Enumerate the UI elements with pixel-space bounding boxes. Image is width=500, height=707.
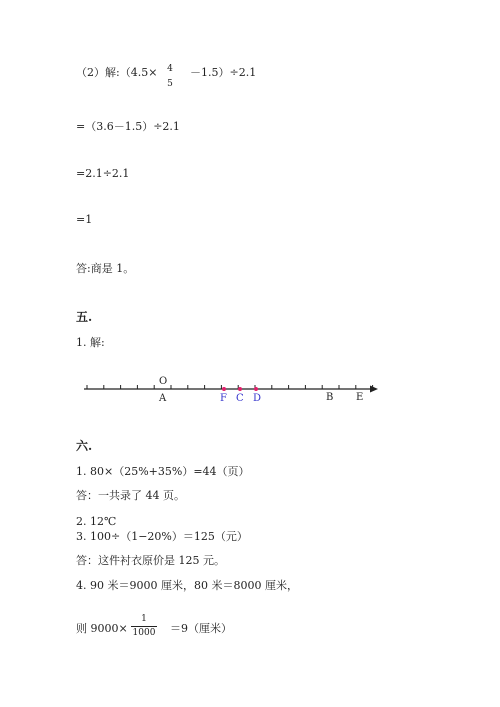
- point-c: [238, 387, 242, 391]
- section-heading-five: 五.: [76, 310, 93, 324]
- section-heading-six: 六.: [76, 439, 93, 453]
- fraction-bar: [131, 626, 157, 627]
- number-line-figure: [0, 370, 500, 410]
- solution-step-2: =（3.6－1.5）÷2.1: [76, 120, 180, 133]
- fraction-denominator: 1000: [132, 628, 156, 638]
- answer-line: 答:商是 1。: [76, 262, 135, 275]
- expression-suffix: －1.5）÷2.1: [190, 66, 257, 79]
- label-a: A: [159, 393, 167, 404]
- number-line-ticks: [87, 385, 373, 389]
- fraction-four-fifths: [165, 64, 175, 90]
- point-d: [254, 387, 258, 391]
- section6-answer3: 答：这件衬衣原价是 125 元。: [76, 554, 225, 567]
- number-line-arrowhead: [370, 386, 378, 393]
- label-f: F: [220, 393, 227, 404]
- label-c: C: [236, 393, 244, 404]
- fraction-one-thousandth: [131, 614, 157, 639]
- calc-prefix: 则 9000×: [76, 622, 128, 635]
- label-o: O: [159, 376, 168, 387]
- fraction-denominator: 5: [167, 79, 173, 89]
- expression-prefix: （2）解:（4.5×: [76, 66, 158, 79]
- section6-item3: 3. 100÷（1−20%）＝125（元）: [76, 530, 248, 543]
- calc-suffix: ＝9（厘米）: [170, 622, 232, 635]
- section6-item4: 4. 90 米＝9000 厘米，80 米＝8000 厘米，: [76, 579, 298, 592]
- section6-item2: 2. 12℃: [76, 515, 117, 528]
- fraction-numerator: 4: [167, 64, 173, 74]
- point-f: [222, 387, 226, 391]
- label-d: D: [253, 393, 262, 404]
- section6-answer1: 答：一共录了 44 页。: [76, 489, 185, 502]
- fraction-numerator: 1: [141, 614, 147, 624]
- section6-item1: 1. 80×（25%+35%）=44（页）: [76, 465, 250, 478]
- solution-step-3: =2.1÷2.1: [76, 167, 130, 180]
- section5-item1: 1. 解:: [76, 336, 105, 349]
- solution-step-4: =1: [76, 213, 93, 226]
- label-e: E: [356, 392, 364, 403]
- label-b: B: [326, 392, 334, 403]
